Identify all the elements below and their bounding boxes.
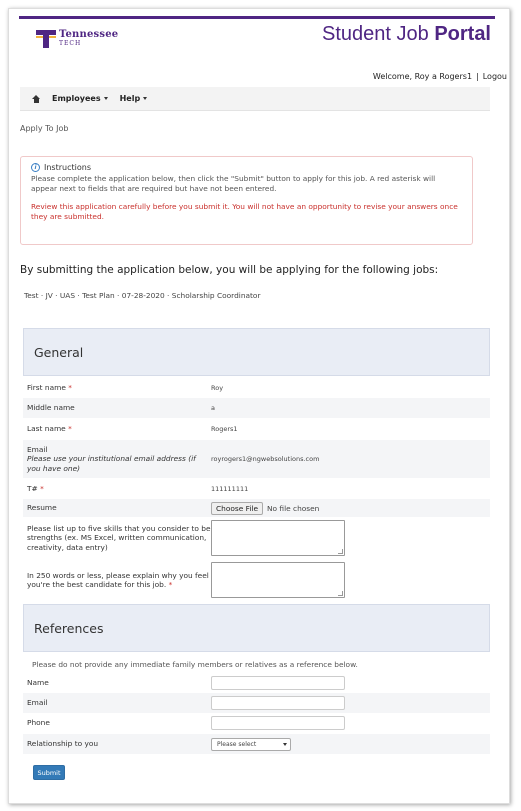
ref-email-row: [23, 693, 490, 713]
logo-line2: TECH: [59, 40, 82, 47]
email-row: [23, 440, 490, 478]
middle-name-row: [23, 398, 490, 418]
last-name-row: [23, 419, 490, 439]
ref-name-label: Name: [27, 678, 49, 688]
instructions-alert: [20, 156, 473, 245]
tt-logo-icon: [36, 29, 56, 49]
skills-label: Please list up to five skills that you consider to be strengths (ex. MS Excel, written communication, creativity, data entry): [27, 523, 211, 552]
info-icon: i: [31, 163, 40, 172]
required-asterisk: *: [40, 484, 44, 494]
skills-textarea[interactable]: [211, 520, 345, 556]
first-name-label: First name *: [27, 383, 72, 393]
middle-name-label: Middle name: [27, 403, 75, 413]
ref-phone-input[interactable]: [211, 716, 345, 730]
ref-name-input[interactable]: [211, 676, 345, 690]
brand-top-bar: [19, 16, 495, 19]
general-heading-text: General: [34, 344, 84, 360]
logo-text: [59, 30, 118, 48]
portal-title-bold: Portal: [434, 23, 491, 45]
caret-down-icon: [104, 97, 108, 100]
ref-email-label: Email: [27, 698, 48, 708]
nav-help-label: Help: [119, 94, 141, 103]
references-note: Please do not provide any immediate family members or relatives as a reference below.: [32, 660, 358, 669]
logo-line1: Tennessee: [59, 29, 119, 40]
breadcrumb: Apply To Job: [20, 124, 69, 133]
resume-row: [23, 499, 490, 517]
instructions-title: Instructions: [44, 163, 91, 172]
ref-phone-label: Phone: [27, 718, 50, 728]
tnumber-value: 111111111: [211, 485, 249, 493]
tnumber-label: T# *: [27, 484, 44, 494]
home-icon[interactable]: [32, 95, 40, 103]
file-status: No file chosen: [267, 503, 320, 513]
essay-label: In 250 words or less, please explain why you feel you're the best candidate for this job. *: [27, 570, 209, 589]
ref-email-input[interactable]: [211, 696, 345, 710]
main-navbar: [20, 87, 490, 111]
email-value: royrogers1@ngwebsolutions.com: [211, 455, 320, 463]
email-hint: Please use your institutional email address (if you have one): [27, 454, 196, 473]
nav-help-menu[interactable]: [120, 94, 148, 103]
portal-title: [322, 23, 491, 46]
ref-name-row: [23, 673, 490, 693]
resume-label: Resume: [27, 503, 57, 513]
first-name-value: Roy: [211, 384, 224, 392]
ref-phone-row: [23, 713, 490, 733]
welcome-bar: [373, 72, 507, 81]
references-heading-text: References: [34, 620, 104, 636]
portal-title-light: Student Job: [322, 23, 435, 45]
ref-relationship-label: Relationship to you: [27, 739, 99, 749]
tennessee-tech-logo[interactable]: [36, 29, 118, 49]
essay-row: [23, 561, 490, 599]
nav-employees-label: Employees: [52, 94, 101, 103]
job-line: Test · JV · UAS · Test Plan · 07-28-2020 · Scholarship Coordinator: [24, 291, 261, 300]
first-name-row: [23, 378, 490, 398]
logout-link[interactable]: Logou: [482, 72, 507, 81]
instructions-warning: Review this application carefully before you submit it. You will not have an opportunity to revise your answers once they are submitted.: [31, 202, 458, 221]
nav-employees-menu[interactable]: [52, 94, 108, 103]
tnumber-row: [23, 479, 490, 499]
instructions-body: Please complete the application below, then click the "Submit" button to apply for this job. A red asterisk will appear next to fields that are required but have not been entered.: [31, 174, 436, 193]
submit-heading: By submitting the application below, you will be applying for the following jobs:: [20, 264, 439, 276]
welcome-separator: |: [476, 72, 479, 81]
required-asterisk: *: [68, 424, 72, 434]
choose-file-button[interactable]: Choose File: [211, 502, 263, 515]
relationship-select[interactable]: [211, 738, 291, 751]
last-name-value: Rogers1: [211, 425, 238, 433]
skills-row: [23, 518, 490, 558]
general-section-heading: [23, 328, 490, 376]
relationship-selected: Please select: [217, 740, 257, 748]
required-asterisk: *: [168, 580, 173, 589]
email-label: Email Please use your institutional email address (if you have one): [23, 445, 211, 474]
last-name-label: Last name *: [27, 424, 72, 434]
middle-name-value: a: [211, 404, 215, 412]
welcome-text: Welcome, Roy a Rogers1: [372, 72, 473, 81]
submit-button[interactable]: Submit: [33, 765, 65, 780]
essay-textarea[interactable]: [211, 562, 345, 598]
chevron-down-icon: [283, 743, 287, 746]
caret-down-icon: [143, 97, 147, 100]
required-asterisk: *: [68, 383, 72, 393]
ref-relationship-row: [23, 734, 490, 754]
references-section-heading: [23, 604, 490, 652]
